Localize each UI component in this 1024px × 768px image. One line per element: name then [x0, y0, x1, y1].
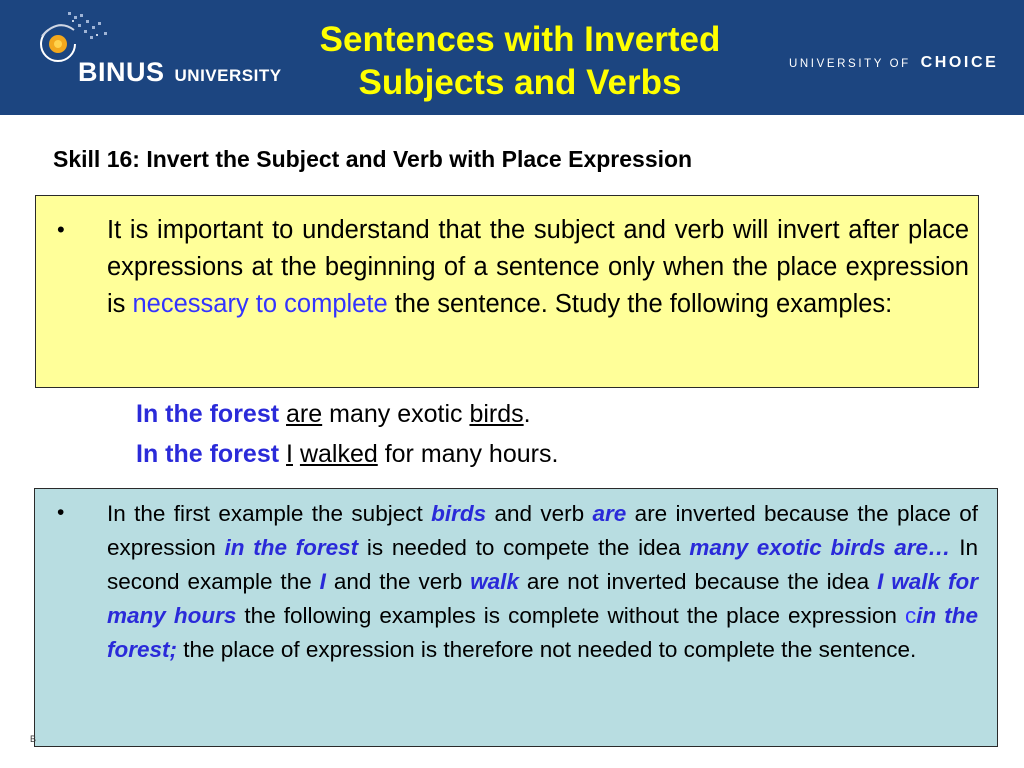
explanation-text: the sentence. Study the following examples: [387, 290, 893, 318]
analysis-text: In the first example the subject [107, 501, 432, 526]
analysis-stray-letter: c [904, 603, 917, 628]
analysis-text: the place of expression is therefore not needed to complete the sentence. [177, 637, 917, 662]
tagline-prefix: UNIVERSITY OF [789, 58, 911, 70]
emphasis-word: birds [431, 501, 487, 526]
analysis-paragraph [107, 497, 978, 667]
place-expression: In the forest [136, 400, 280, 428]
explanation-text: It is important to understand that the subject and verb will invert after place expressions at the beginning of a sentence only when the place expression is [107, 216, 969, 318]
example-subject: birds [469, 400, 524, 428]
example-end: for many hours. [377, 440, 559, 468]
binus-university-logo [78, 57, 282, 88]
example-sentence-1 [136, 400, 531, 429]
analysis-text: are inverted because the place of expression [107, 501, 978, 560]
emphasis-word: in the forest [224, 535, 359, 560]
slide-title-line-1: Sentences with Inverted [319, 20, 721, 59]
example-space [279, 440, 286, 468]
place-expression: In the forest [136, 440, 280, 468]
slide-title [300, 18, 740, 104]
bullet-marker: • [57, 217, 65, 242]
example-sentence-2 [136, 440, 558, 469]
explanation-paragraph [107, 212, 969, 323]
example-space [279, 400, 286, 428]
highlighted-phrase: necessary to complete [132, 290, 388, 318]
analysis-text: are not inverted because the idea [518, 569, 878, 594]
logo-suffix: UNIVERSITY [174, 66, 282, 85]
slide-title-line-2: Subjects and Verbs [358, 63, 682, 102]
university-tagline [789, 54, 998, 72]
logo-brand: BINUS [78, 57, 165, 87]
analysis-text: In second example the [107, 535, 978, 594]
bullet-marker: • [57, 501, 65, 524]
example-verb: walked [299, 440, 378, 468]
analysis-text: and verb [486, 501, 593, 526]
tagline-word: CHOICE [920, 54, 999, 71]
footer-mark: B [30, 734, 37, 744]
example-end: . [523, 400, 531, 428]
analysis-text: is needed to compete the idea [358, 535, 690, 560]
emphasis-word: many exotic birds are… [689, 535, 951, 560]
example-text [293, 440, 300, 468]
emphasis-word: I [319, 569, 326, 594]
example-text: many exotic [322, 400, 470, 428]
emphasis-word: I walk for many hours [107, 569, 978, 628]
emphasis-word: walk [470, 569, 519, 594]
emphasis-word: in the forest; [107, 603, 979, 662]
header-banner [0, 0, 1024, 115]
analysis-text: and the verb [325, 569, 471, 594]
analysis-text: the following examples is complete without the place expression [236, 603, 905, 628]
emphasis-word: are [592, 501, 627, 526]
example-verb: are [286, 400, 323, 428]
skill-heading: Skill 16: Invert the Subject and Verb with Place Expression [53, 146, 693, 172]
example-subject: I [286, 440, 293, 468]
